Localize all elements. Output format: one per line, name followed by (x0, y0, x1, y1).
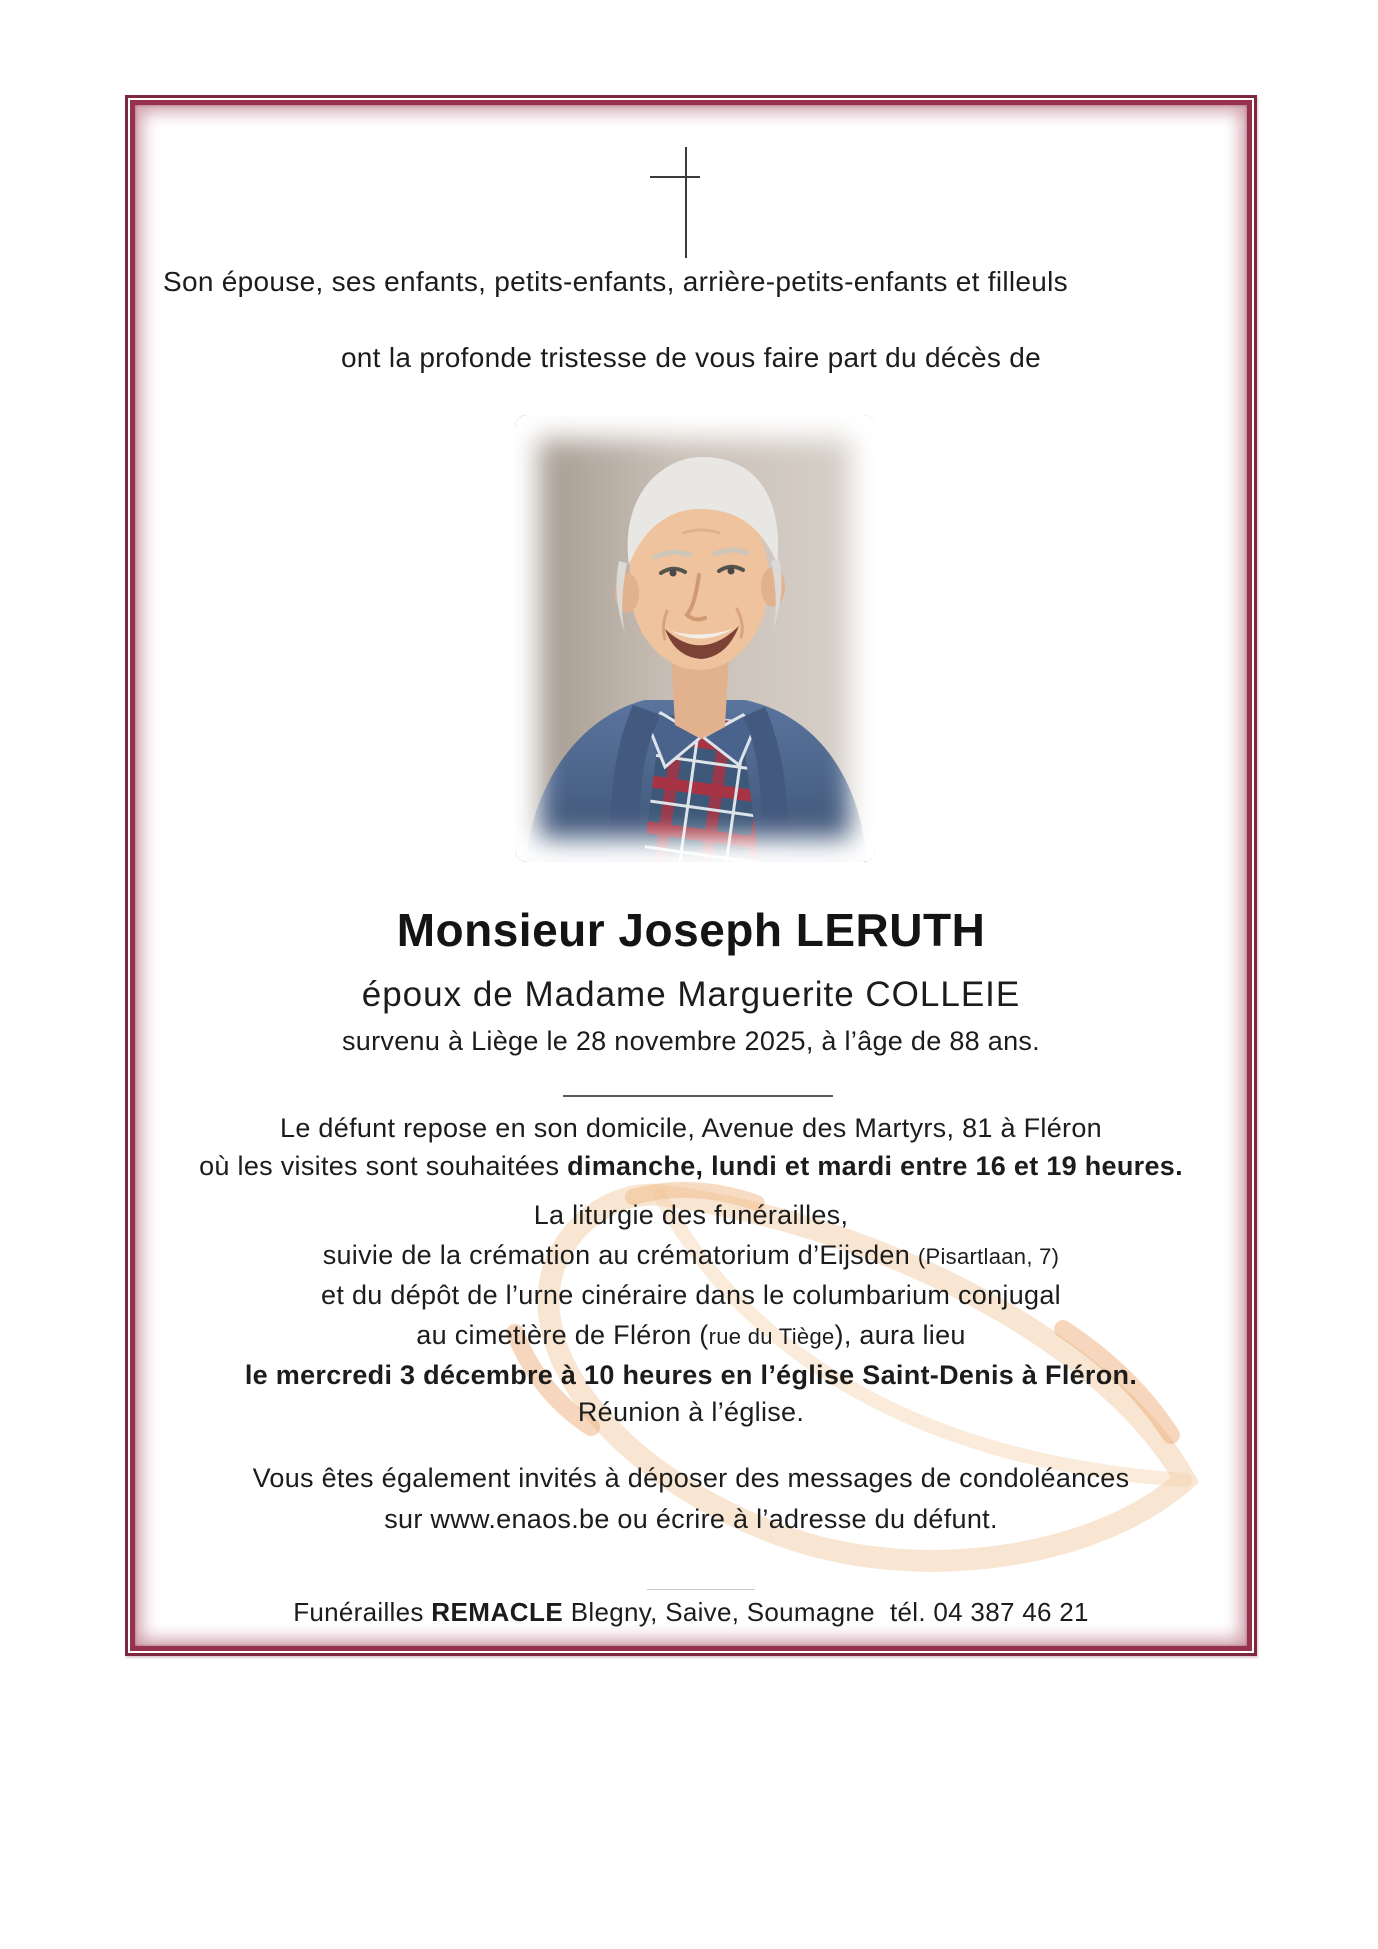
ceremony-cremation-line (135, 1235, 1247, 1277)
ceremony-meeting-line: Réunion à l’église. (577, 1397, 805, 1427)
condolences-line-1: Vous êtes également invités à déposer des messages de condoléances (252, 1463, 1130, 1493)
footer-divider (647, 1589, 755, 1590)
funeral-home-suffix: Blegny, Saive, Soumagne tél. 04 387 46 21 (563, 1597, 1089, 1627)
deceased-name: Monsieur Joseph LERUTH (396, 904, 986, 956)
visitation-hours-line (135, 1146, 1247, 1186)
ceremony-cemetery-line (135, 1315, 1247, 1357)
condolences-line-2: sur www.enaos.be ou écrire à l’adresse du défunt. (384, 1504, 998, 1534)
funeral-home-prefix: Funérailles (293, 1597, 432, 1627)
funeral-home-line (135, 1594, 1247, 1630)
ceremony-date-line: le mercredi 3 décembre à 10 heures en l’église Saint-Denis à Fléron. (244, 1360, 1138, 1390)
ceremony-liturgy-line: La liturgie des funérailles, (533, 1200, 849, 1230)
intro-family-line: Son épouse, ses enfants, petits-enfants, arrière-petits-enfants et filleuls (163, 266, 1068, 297)
portrait-photo (515, 415, 875, 862)
deceased-death-line: survenu à Liège le 28 novembre 2025, à l’âge de 88 ans. (342, 1026, 1040, 1056)
section-divider (563, 1095, 833, 1097)
funeral-home-brand: REMACLE (431, 1597, 564, 1627)
memorial-card (135, 105, 1247, 1646)
visitation-hours-bold: dimanche, lundi et mardi entre 16 et 19 heures. (567, 1151, 1183, 1181)
intro-announcement-line: ont la profonde tristesse de vous faire part du décès de (340, 342, 1042, 373)
ceremony-cemetery-pre: au cimetière de Fléron ( (416, 1320, 709, 1350)
visitation-hours-regular: où les visites sont souhaitées (199, 1151, 568, 1181)
ceremony-cremation-main: suivie de la crémation au crématorium d’Eijsden (322, 1240, 918, 1270)
latin-cross-icon (635, 140, 745, 270)
ceremony-urn-line: et du dépôt de l’urne cinéraire dans le columbarium conjugal (321, 1280, 1061, 1310)
deceased-spouse-line: époux de Madame Marguerite COLLEIE (361, 975, 1021, 1014)
ceremony-cremation-address: (Pisartlaan, 7) (917, 1244, 1060, 1269)
ceremony-cemetery-post: ), aura lieu (834, 1320, 966, 1350)
visitation-address-line: Le défunt repose en son domicile, Avenue des Martyrs, 81 à Fléron (280, 1113, 1102, 1143)
ceremony-cemetery-street: rue du Tiège (708, 1324, 835, 1349)
